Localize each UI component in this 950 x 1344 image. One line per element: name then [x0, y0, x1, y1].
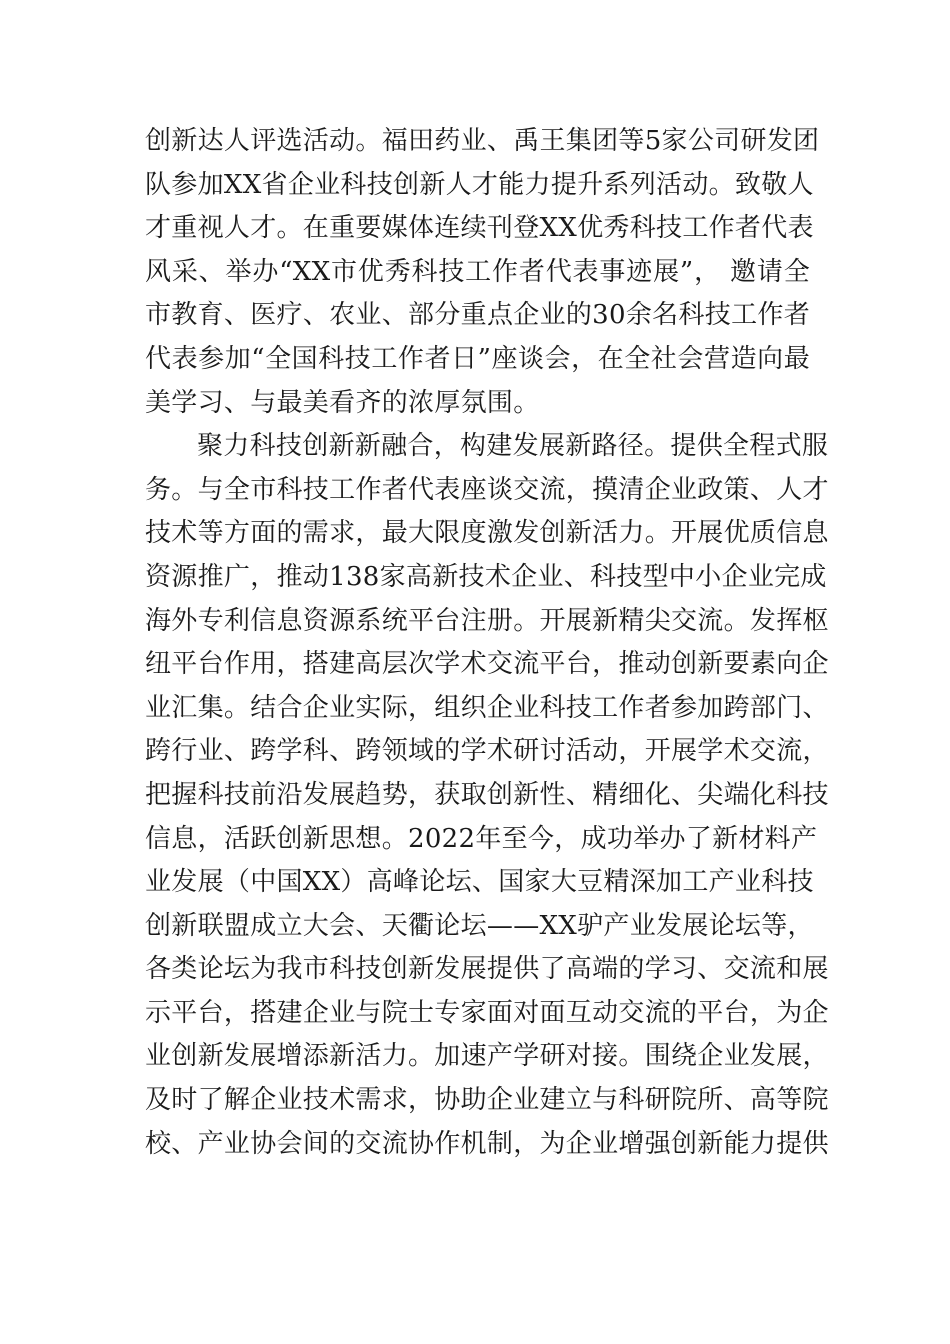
- text-line: 创新达人评选活动。福田药业、禹王集团等5家公司研发团: [145, 126, 820, 156]
- text-line: 技术等方面的需求，最大限度激发创新活力。开展优质信息: [145, 518, 829, 549]
- text-line: 风采、举办“XX市优秀科技工作者代表事迹展”， 邀请全: [145, 256, 810, 287]
- text-line: 资源推广，推动138家高新技术企业、科技型中小企业完成: [145, 561, 827, 592]
- body-text: [145, 120, 829, 1166]
- text-line: 业汇集。结合企业实际，组织企业科技工作者参加跨部门、: [145, 692, 829, 723]
- text-line: 各类论坛为我市科技创新发展提供了高端的学习、交流和展: [145, 954, 829, 985]
- text-line: 才重视人才。在重要媒体连续刊登XX优秀科技工作者代表: [145, 213, 814, 244]
- text-line: 美学习、与最美看齐的浓厚氛围。: [145, 387, 540, 418]
- text-line: 纽平台作用，搭建高层次学术交流平台，推动创新要素向企: [145, 649, 829, 680]
- text-line: 创新联盟成立大会、天衢论坛——XX驴产业发展论坛等，: [145, 910, 814, 941]
- text-line: 市教育、医疗、农业、部分重点企业的30余名科技工作者: [145, 300, 810, 331]
- text-line: 业创新发展增添新活力。加速产学研对接。围绕企业发展，: [145, 1041, 829, 1072]
- text-line: 把握科技前沿发展趋势，获取创新性、精细化、尖端化科技: [145, 779, 829, 810]
- text-line: 跨行业、跨学科、跨领域的学术研讨活动，开展学术交流，: [145, 736, 829, 767]
- text-line: 信息，活跃创新思想。2022年至今，成功举办了新材料产: [145, 823, 818, 854]
- text-line: 及时了解企业技术需求，协助企业建立与科研院所、高等院: [145, 1085, 829, 1116]
- text-line: 队参加XX省企业科技创新人才能力提升系列活动。致敬人: [145, 169, 814, 200]
- text-line: 校、产业协会间的交流协作机制，为企业增强创新能力提供: [145, 1128, 829, 1159]
- text-line: 海外专利信息资源系统平台注册。开展新精尖交流。发挥枢: [145, 605, 829, 636]
- paragraph-start-line: 聚力科技创新新融合，构建发展新路径。提供全程式服: [197, 431, 829, 462]
- text-line: 代表参加“全国科技工作者日”座谈会，在全社会营造向最: [145, 343, 810, 374]
- text-line: 业发展（中国XX）高峰论坛、国家大豆精深加工产业科技: [145, 867, 814, 898]
- text-line: 务。与全市科技工作者代表座谈交流，摸清企业政策、人才: [145, 474, 829, 505]
- text-line: 示平台，搭建企业与院士专家面对面互动交流的平台，为企: [145, 997, 829, 1028]
